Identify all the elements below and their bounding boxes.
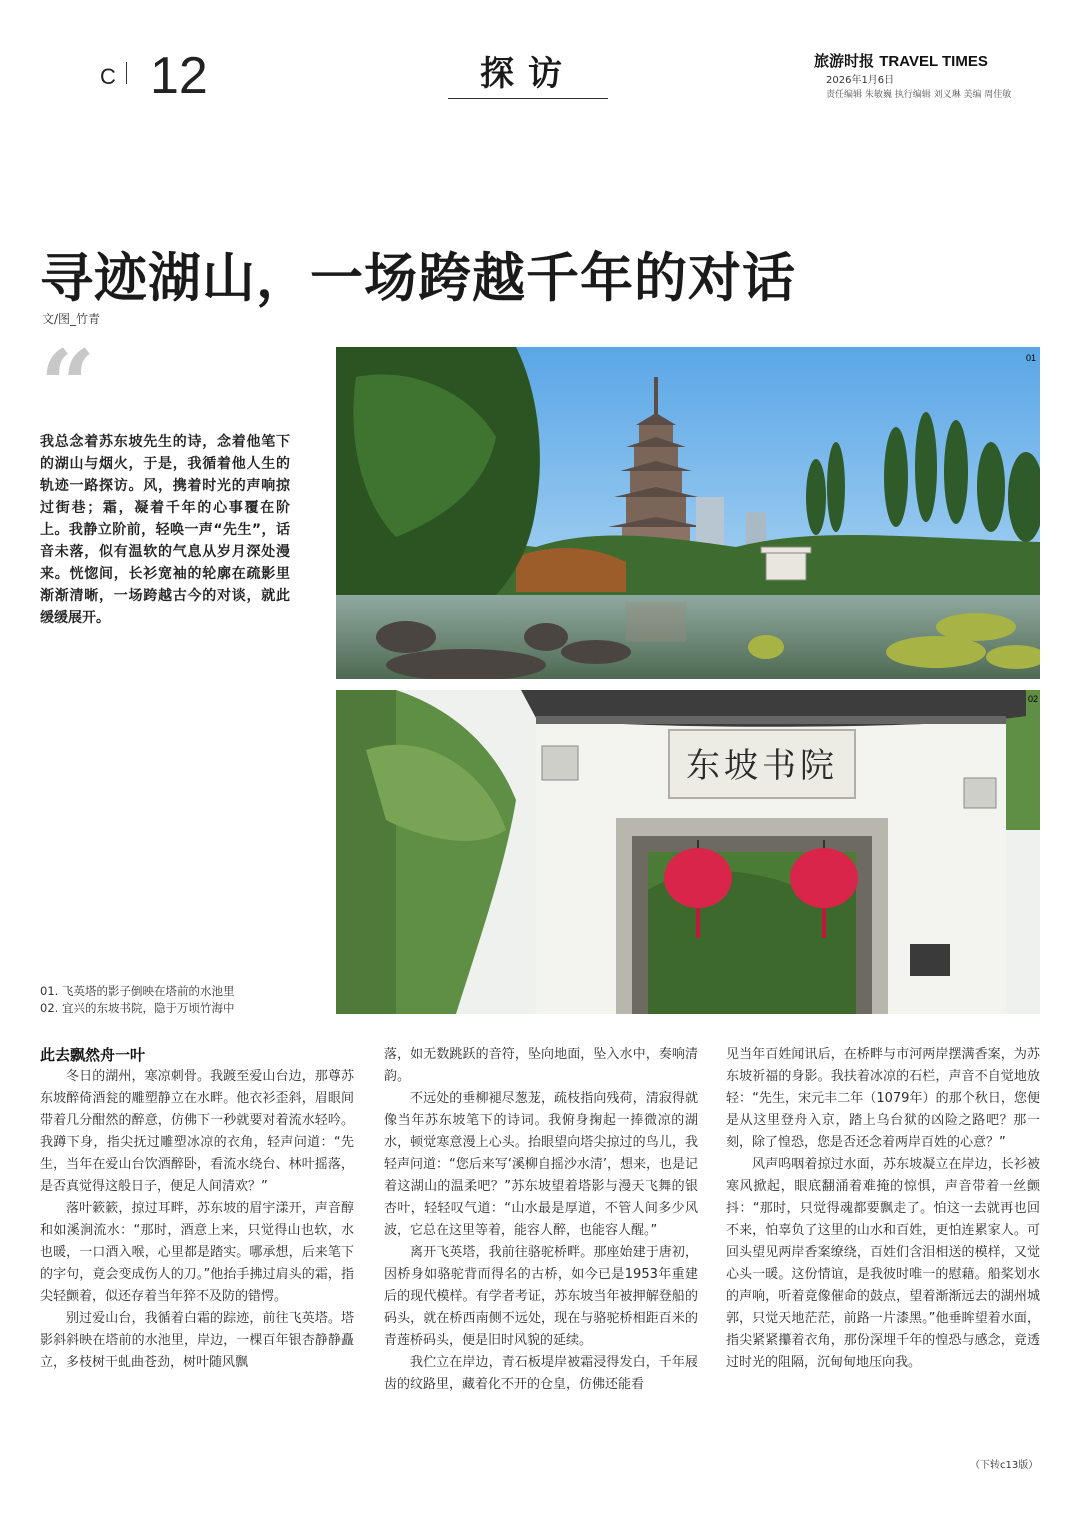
page-code: C <box>100 64 118 89</box>
article-column-3 <box>726 1044 1040 1374</box>
section-title: 探访 <box>480 54 576 94</box>
paragraph: 不远处的垂柳褪尽葱茏，疏枝指向残荷，清寂得就像当年苏东坡笔下的诗词。我俯身掬起一捧微凉的湖水，顿觉寒意漫上心头。抬眼望向塔尖掠过的鸟儿，我轻声问道：“您后来写‘溪柳自摇沙水清’，想来，也是记着这湖山的温柔吧？”苏东坡望着塔影与漫天飞舞的银杏叶，轻轻叹气道：“山水最是厚道，不管人间多少风波，它总在这里等着，能容人醉，也能容人醒。” <box>384 1091 698 1238</box>
issue-date: 2026年1月6日 <box>826 75 895 86</box>
article-subhead: 此去飘然舟一叶 <box>40 1046 146 1064</box>
newspaper-name <box>814 50 988 71</box>
paragraph: 别过爱山台，我循着白霜的踪迹，前往飞英塔。塔影斜斜映在塔前的水池里，岸边，一棵百年银杏静静矗立，多枝树干虬曲苍劲，树叶随风飘 <box>40 1311 354 1370</box>
pagoda-lake-illustration <box>336 347 1040 679</box>
caption-2: 02. 宜兴的东坡书院，隐于万顷竹海中 <box>40 1001 235 1015</box>
photo-dongpo-academy <box>336 690 1040 1014</box>
article-lead: 我总念着苏东坡先生的诗，念着他笔下的湖山与烟火，于是，我循着他人生的轨迹一路探访。风，携着时光的声响掠过街巷；霜，凝着千年的心事覆在阶上。我静立阶前，轻唤一声“先生”，话音未落，似有温软的气息从岁月深处漫来。恍惚间，长衫宽袖的轮廓在疏影里渐渐清晰，一场跨越古今的对谈，就此缓缓展开。 <box>40 434 290 626</box>
article-column-1 <box>40 1044 354 1374</box>
caption-1: 01. 飞英塔的影子倒映在塔前的水池里 <box>40 984 235 998</box>
section-rule <box>448 98 608 99</box>
article-headline: 寻迹湖山，一场跨越千年的对话 <box>40 247 796 309</box>
page-code-divider <box>126 62 127 84</box>
paragraph: 冬日的湖州，寒凉刺骨。我踱至爱山台边，那尊苏东坡醉倚酒瓮的雕塑静立在水畔。他衣衫歪斜，眉眼间带着几分酣然的醉意，仿佛下一秒就要对着流水轻吟。我蹲下身，指尖抚过雕塑冰凉的衣角，轻声问道：“先生，当年在爱山台饮酒醉卧，看流水绕台、林叶摇落，是否真觉得这般日子，便足人间清欢？” <box>40 1069 354 1194</box>
paragraph: 落叶簌簌，掠过耳畔，苏东坡的眉宇漾开，声音醇和如溪涧流水：“那时，酒意上来，只觉得山也软，水也暖，一口酒入喉，心里都是踏实。哪承想，后来笔下的字句，竟会变成伤人的刀。”他抬手拂过肩头的霜，指尖轻颤着，似还存着当年猝不及防的错愕。 <box>40 1201 354 1304</box>
paragraph: 风声呜咽着掠过水面，苏东坡凝立在岸边，长衫被寒风掀起，眼底翻涌着难掩的惊惧，声音带着一丝颤抖：“那时，只觉得魂都要飘走了。怕这一去就再也回不来，怕辜负了这里的山水和百姓，更怕连累家人。可回头望见两岸香案缭绕，百姓们含泪相送的模样，又觉心头一暖。这份情谊，是我彼时唯一的慰藉。船桨划水的声响，听着竟像催命的鼓点，望着渐渐远去的湖州城郭，只觉天地茫茫，前路一片漆黑。”他垂眸望着水面，指尖紧紧攥着衣角，那份深埋千年的惶恐与感念，竟透过时光的阻隔，沉甸甸地压向我。 <box>726 1157 1040 1370</box>
page-number: 12 <box>150 47 208 105</box>
photo-pagoda-lake <box>336 347 1040 679</box>
quote-mark-icon: “ <box>40 329 96 442</box>
paragraph: 落，如无数跳跃的音符，坠向地面，坠入水中，奏响清韵。 <box>384 1047 698 1084</box>
article-byline: 文/图_竹青 <box>42 312 101 326</box>
paragraph: 我伫立在岸边，青石板堤岸被霜浸得发白，千年屐齿的纹路里，藏着化不开的仓皇，仿佛还能看 <box>384 1355 698 1392</box>
academy-gate-illustration <box>336 690 1040 1014</box>
plaque-text: 东坡书院 <box>686 746 838 786</box>
paragraph: 离开飞英塔，我前往骆驼桥畔。那座始建于唐初，因桥身如骆驼背而得名的古桥，如今已是1953年重建后的现代模样。有学者考证，苏东坡当年被押解登船的码头，就在桥西南侧不远处，现在与骆驼桥相距百米的青莲桥码头，便是旧时风貌的延续。 <box>384 1245 698 1348</box>
photo1-number: 01 <box>1026 353 1037 363</box>
continued-note: （下转c13版） <box>970 1460 1039 1471</box>
photo-captions <box>40 983 234 1017</box>
newspaper-name-cn: 旅游时报 <box>814 52 880 70</box>
newspaper-name-en: TRAVEL TIMES <box>879 53 988 70</box>
paragraph: 见当年百姓闻讯后，在桥畔与市河两岸摆满香案，为苏东坡祈福的身影。我扶着冰凉的石栏，声音不自觉地放轻：“先生，宋元丰二年（1079年）的那个秋日，您便是从这里登舟入京，踏上乌台狱的凶险之路吧？那一刻，除了惶恐，您是否还念着两岸百姓的心意？” <box>726 1047 1040 1150</box>
photo2-number: 02 <box>1028 694 1039 704</box>
editor-credits: 责任编辑 朱敏巍 执行编辑 刘义琳 美编 周佳敏 <box>826 90 1012 100</box>
article-column-2 <box>384 1044 698 1396</box>
